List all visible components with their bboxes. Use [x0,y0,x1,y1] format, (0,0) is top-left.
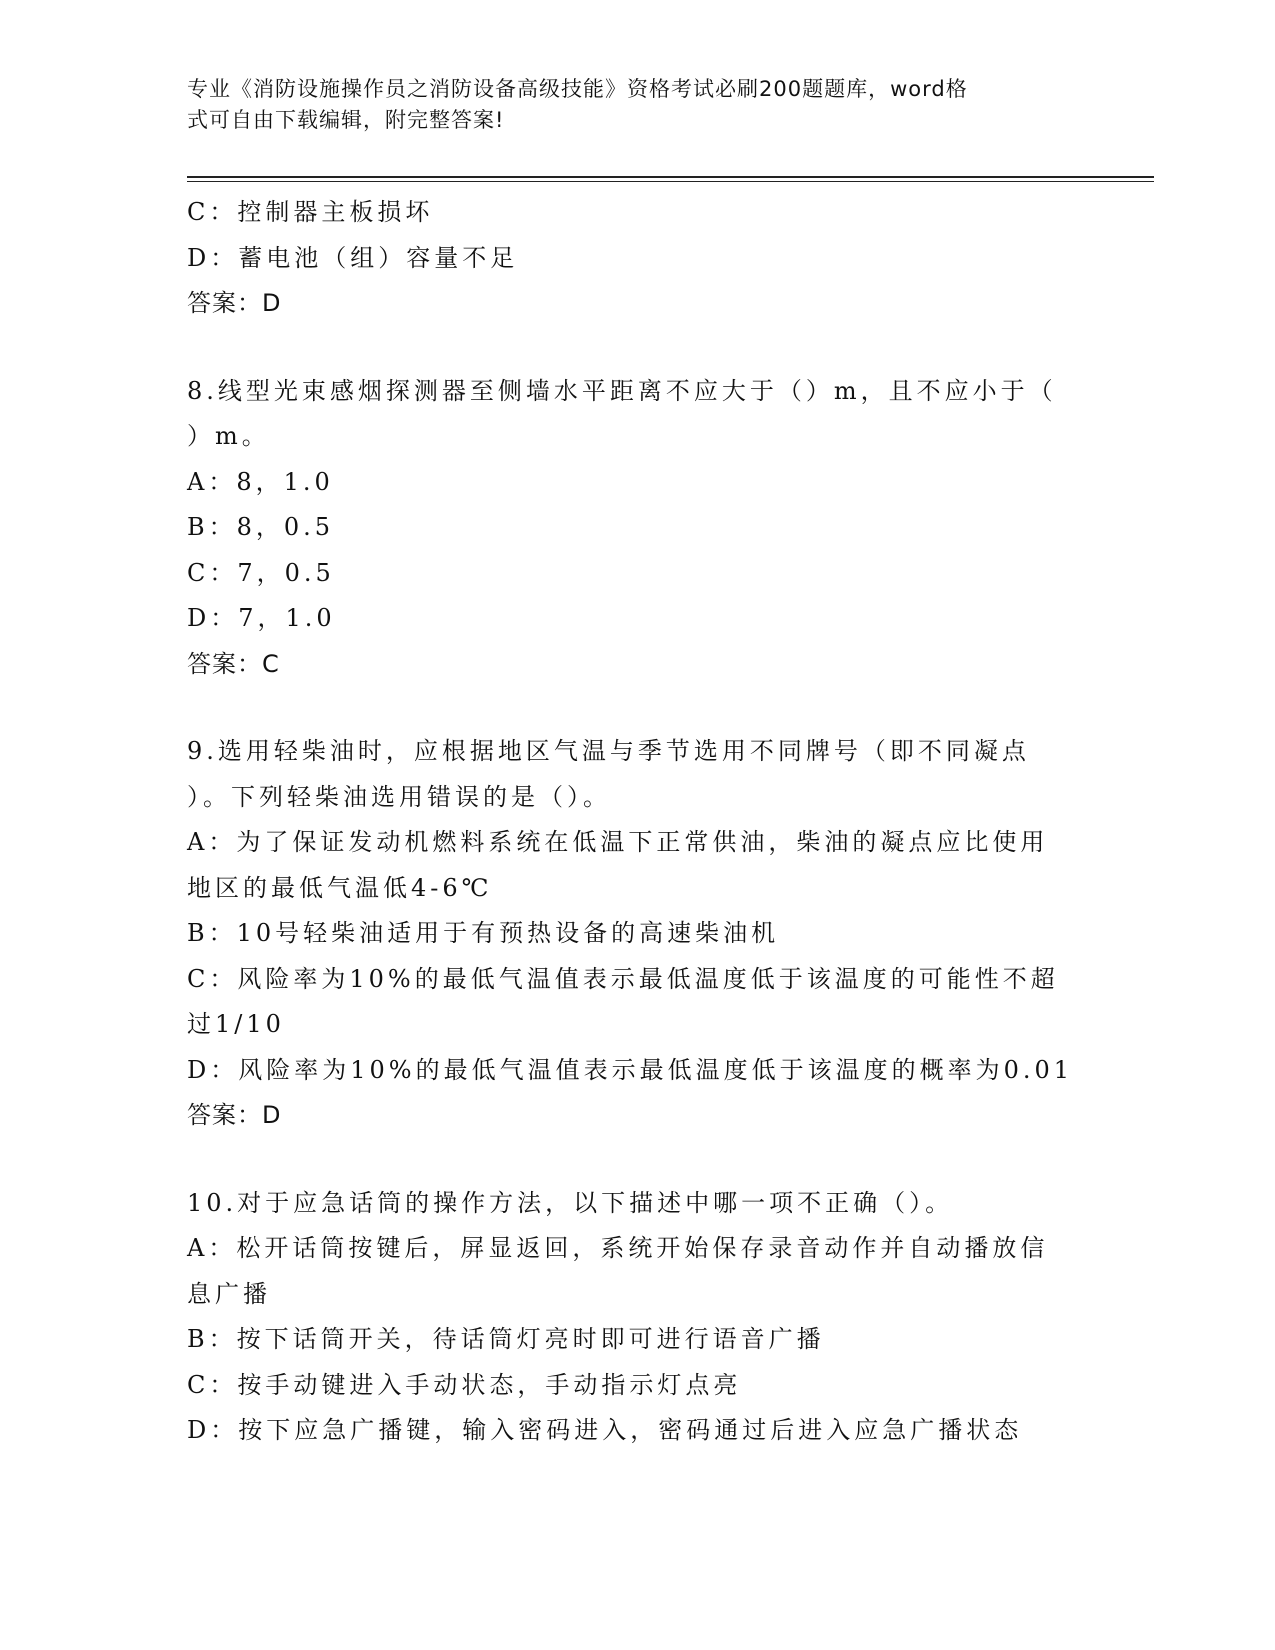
q10-stem-line-1: 10.对于应急话筒的操作方法，以下描述中哪一项不正确（）。 [187,1188,954,1217]
question-8 [187,369,1087,688]
question-7 [187,190,1087,327]
header-line-2: 式可自由下载编辑，附完整答案! [187,108,505,132]
q8-option-d: D：7，1.0 [187,604,336,632]
q9-option-c-line-1: C：风险率为10%的最低气温值表示最低温度低于该温度的可能性不超 [187,964,1059,993]
q10-option-a-line-1: A：松开话筒按键后，屏显返回，系统开始保存录音动作并自动播放信 [187,1234,1049,1262]
q10-option-c: C：按手动键进入手动状态，手动指示灯点亮 [187,1370,742,1399]
q9-option-a-line-2: 地区的最低气温低4-6℃ [187,873,493,902]
q7-option-d: D：蓄电池（组）容量不足 [187,243,519,272]
header-divider-thick [187,176,1154,178]
q7-option-c: C：控制器主板损坏 [187,198,434,226]
q8-option-c: C：7，0.5 [187,558,335,587]
q8-answer: 答案：C [187,649,280,678]
q10-option-d: D：按下应急广播键，输入密码进入，密码通过后进入应急广播状态 [187,1416,1023,1444]
q9-stem-line-2: ）。下列轻柴油选用错误的是（）。 [187,782,611,811]
q7-answer: 答案：D [187,289,282,317]
q9-option-d: D：风险率为10%的最低气温值表示最低温度低于该温度的概率为0.01 [187,1055,1074,1084]
q10-option-b: B：按下话筒开关，待话筒灯亮时即可进行语音广播 [187,1325,825,1353]
q10-option-a-line-2: 息广播 [187,1279,271,1308]
question-10 [187,1181,1087,1454]
q8-stem-line-1: 8.线型光束感烟探测器至侧墙水平距离不应大于（）m，且不应小于（ [187,376,1057,405]
header-divider-thin [187,181,1154,182]
q9-option-b: B：10号轻柴油适用于有预热设备的高速柴油机 [187,919,780,947]
document-header [187,74,1067,136]
question-9 [187,729,1087,1139]
document-body [187,190,1087,1454]
header-line-1: 专业《消防设施操作员之消防设备高级技能》资格考试必刷200题题库，word格 [187,77,968,101]
q9-stem-line-1: 9.选用轻柴油时，应根据地区气温与季节选用不同牌号（即不同凝点 [187,737,1030,765]
q8-stem-line-2: ）m。 [187,422,270,450]
q9-option-c-line-2: 过1/10 [187,1010,285,1038]
q8-option-a: A：8，1.0 [187,467,334,496]
q9-answer: 答案：D [187,1101,282,1129]
q9-option-a-line-1: A：为了保证发动机燃料系统在低温下正常供油，柴油的凝点应比使用 [187,828,1049,856]
q8-option-b: B：8，0.5 [187,513,335,541]
